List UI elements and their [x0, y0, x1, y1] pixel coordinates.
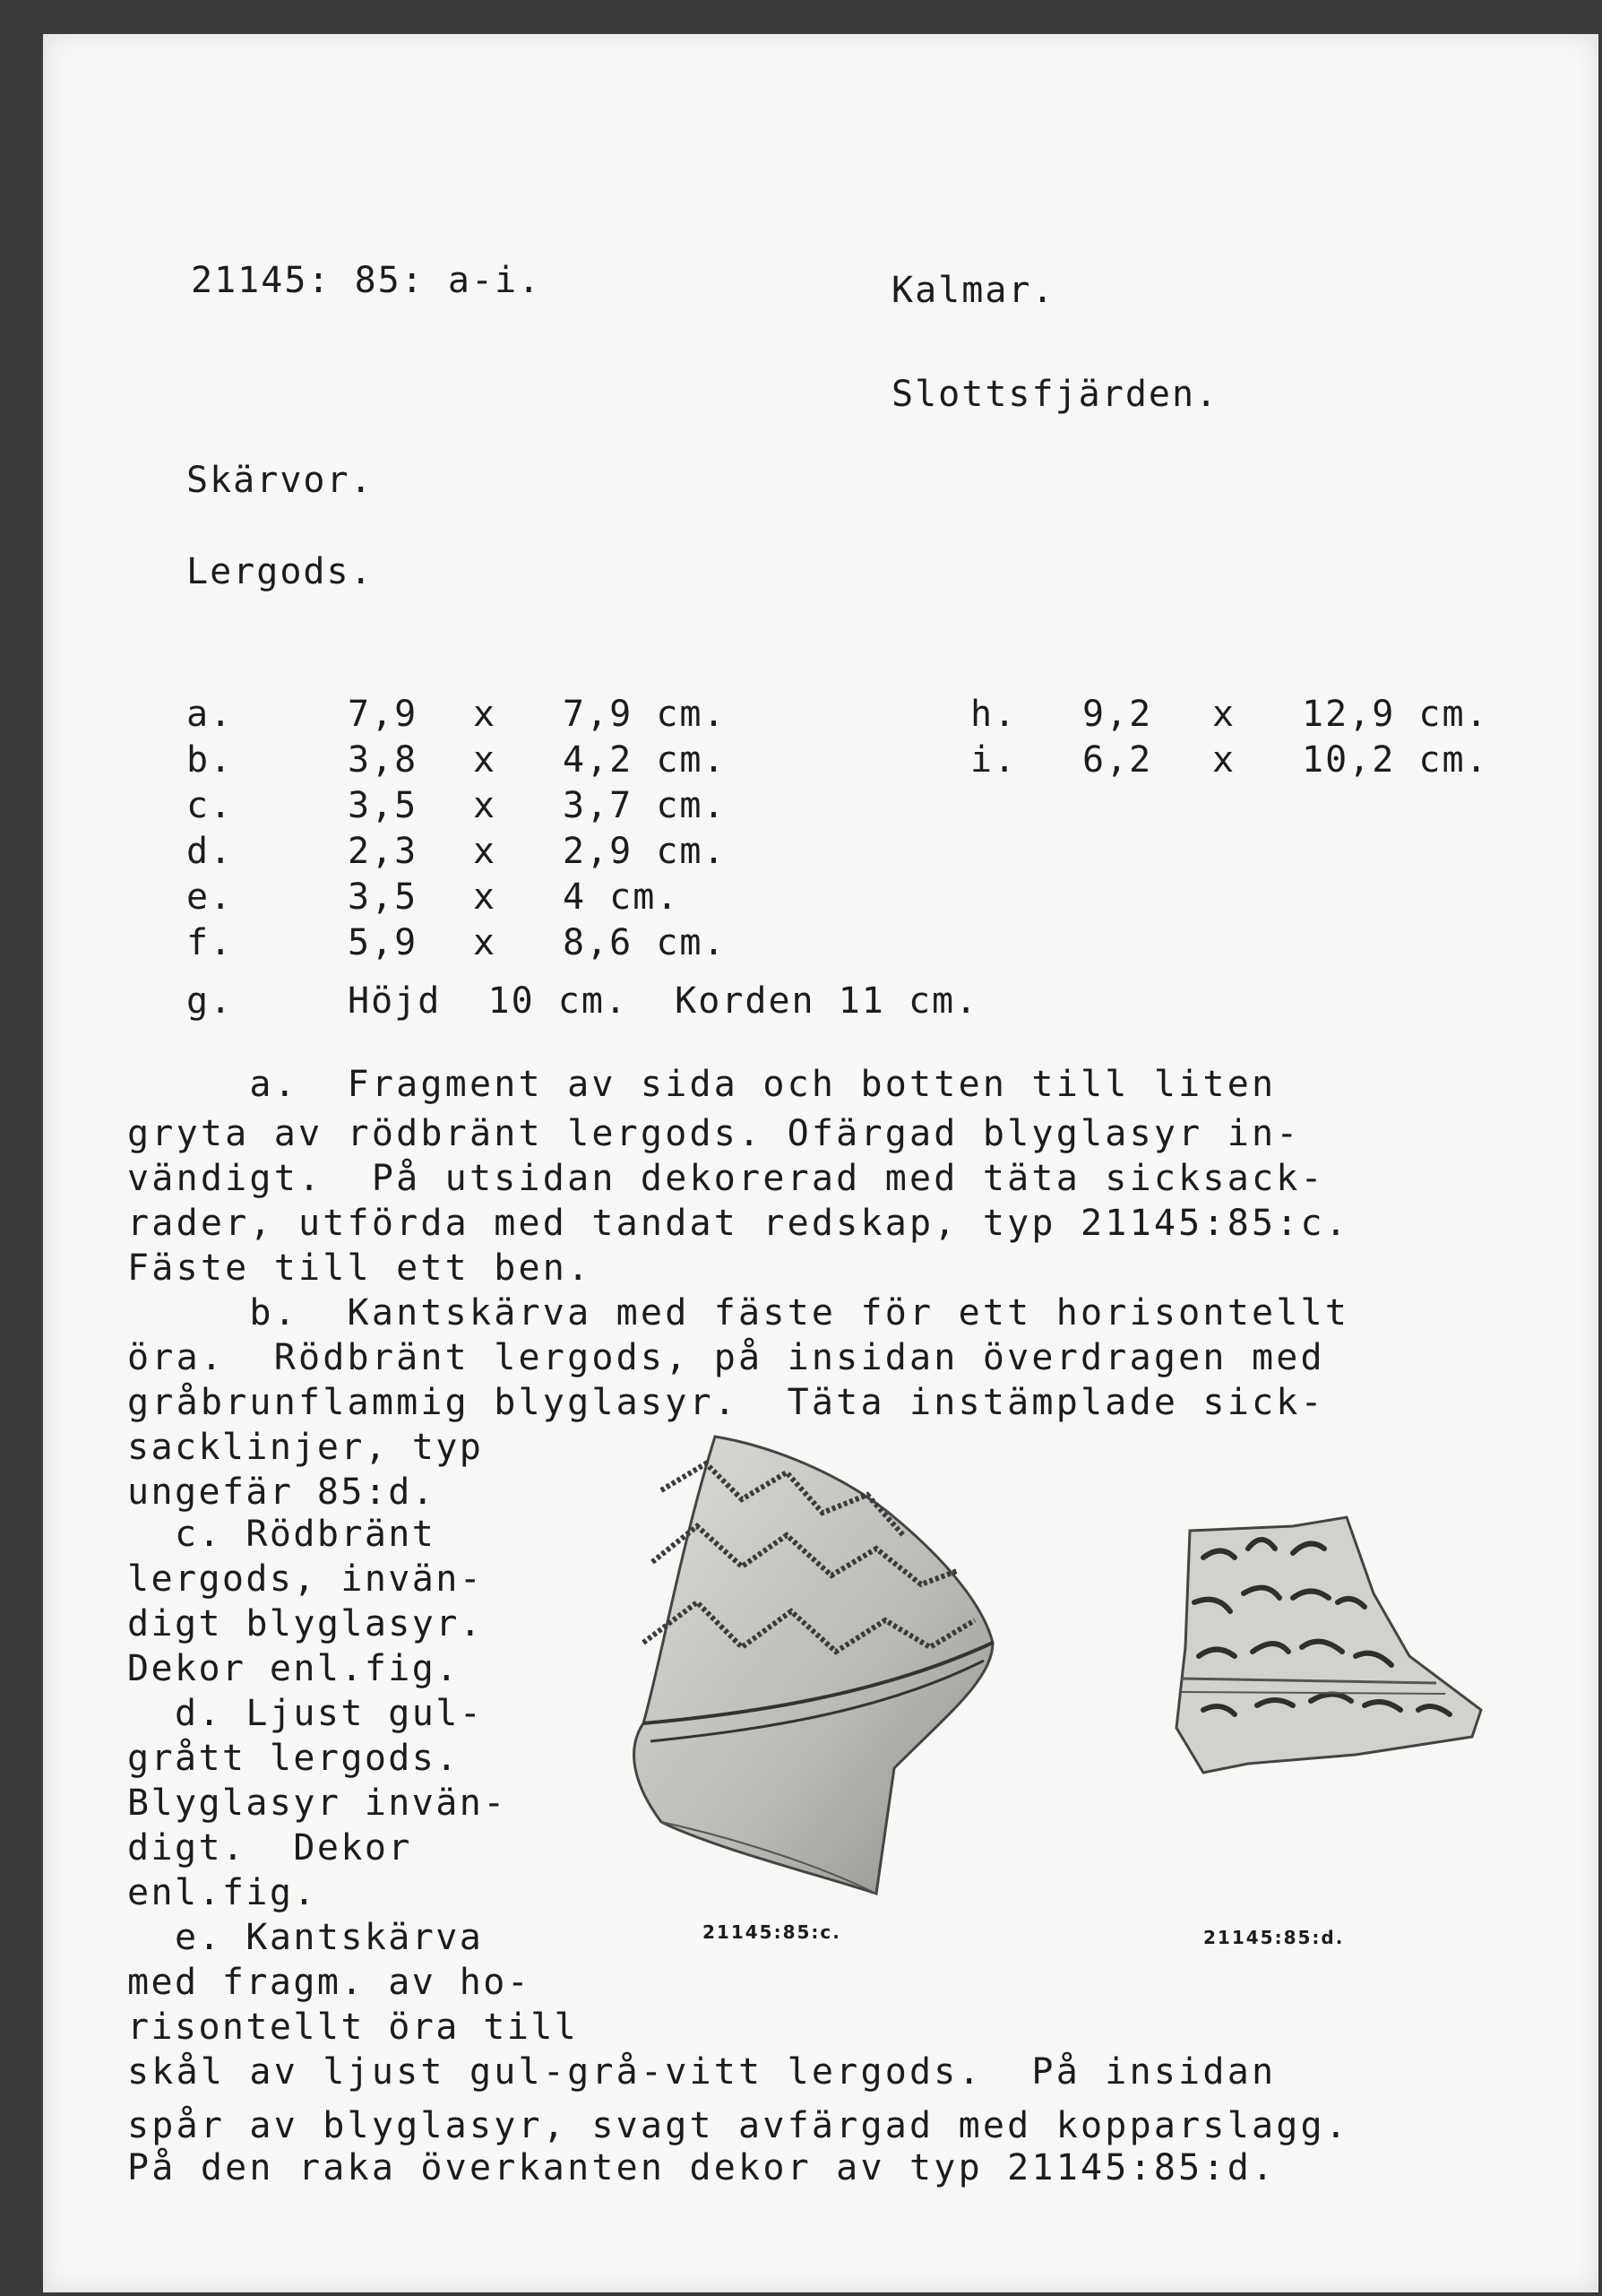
- description-line: öra. Rödbränt lergods, på insidan överdragen med: [127, 1337, 1325, 1378]
- description-line: grått lergods.: [127, 1738, 460, 1779]
- measurement-cell: a.: [186, 694, 234, 735]
- description-line: Blyglasyr invän-: [127, 1782, 507, 1824]
- description-line: spår av blyglasyr, svagt avfärgad med kopparslagg.: [127, 2105, 1350, 2146]
- catalog-number: 21145: 85: a-i.: [191, 260, 542, 301]
- measurement-cell: 4,2 cm.: [563, 739, 727, 781]
- measurement-cell: 3,7 cm.: [563, 785, 727, 826]
- description-line: risontellt öra till: [127, 2007, 579, 2048]
- measurement-cell: 12,9 cm.: [1302, 694, 1489, 735]
- measurement-cell: x: [473, 694, 497, 735]
- measurement-cell: x: [473, 922, 497, 963]
- figure-d-caption: 21145:85:d.: [1203, 1927, 1345, 1948]
- sherd-drawing-d: [1167, 1504, 1490, 1791]
- measurement-cell: x: [473, 785, 497, 826]
- measurement-cell: x: [1212, 739, 1236, 781]
- description-line: Fäste till ett ben.: [127, 1247, 592, 1289]
- measurement-cell: 8,6 cm.: [563, 922, 727, 963]
- description-line: d. Ljust gul-: [127, 1693, 484, 1734]
- measurement-cell: x: [473, 831, 497, 872]
- description-line: gryta av rödbränt lergods. Ofärgad blyglasyr in-: [127, 1113, 1301, 1154]
- measurement-cell: h.: [970, 694, 1018, 735]
- description-line: lergods, invän-: [127, 1558, 484, 1600]
- description-line: enl.fig.: [127, 1872, 317, 1913]
- measurement-cell: 7,9: [348, 694, 418, 735]
- measurement-cell: x: [473, 739, 497, 781]
- measurement-cell: i.: [970, 739, 1018, 781]
- description-line: rader, utförda med tandat redskap, typ 21145:85:c.: [127, 1203, 1350, 1244]
- description-line: vändigt. På utsidan dekorerad med täta sicksack-: [127, 1158, 1325, 1199]
- measurement-cell: 2,9 cm.: [563, 831, 727, 872]
- object-type: Skärvor.: [186, 460, 374, 501]
- description-line: med fragm. av ho-: [127, 1962, 531, 2003]
- description-line: skål av ljust gul-grå-vitt lergods. På insidan: [127, 2051, 1277, 2093]
- description-line: a. Fragment av sida och botten till liten: [127, 1064, 1277, 1105]
- measurement-cell: 4 cm.: [563, 876, 680, 918]
- measurement-cell: 5,9: [348, 922, 418, 963]
- description-line: Dekor enl.fig.: [127, 1648, 460, 1689]
- figure-c-caption: 21145:85:c.: [702, 1921, 841, 1943]
- description-line: På den raka överkanten dekor av typ 21145:85:d.: [127, 2147, 1277, 2188]
- description-line: sacklinjer, typ: [127, 1427, 484, 1468]
- measurement-row-g-text: Höjd 10 cm. Korden 11 cm.: [348, 980, 979, 1022]
- description-line: b. Kantskärva med fäste för ett horisontellt: [127, 1292, 1350, 1334]
- measurement-cell: 3,5: [348, 876, 418, 918]
- material: Lergods.: [186, 551, 374, 592]
- measurement-cell: 7,9 cm.: [563, 694, 727, 735]
- measurement-cell: 3,5: [348, 785, 418, 826]
- description-line: digt blyglasyr.: [127, 1603, 484, 1644]
- measurement-cell: 10,2 cm.: [1302, 739, 1489, 781]
- description-line: e. Kantskärva: [127, 1917, 484, 1958]
- measurement-row-g-letter: g.: [186, 980, 234, 1022]
- description-line: digt. Dekor: [127, 1827, 412, 1869]
- measurement-cell: x: [473, 876, 497, 918]
- site-name: Slottsfjärden.: [891, 374, 1219, 415]
- measurement-cell: 2,3: [348, 831, 418, 872]
- description-line: gråbrunflammig blyglasyr. Täta instämplade sick-: [127, 1382, 1325, 1423]
- description-line: c. Rödbränt: [127, 1514, 436, 1555]
- measurement-cell: d.: [186, 831, 234, 872]
- measurement-cell: b.: [186, 739, 234, 781]
- measurement-cell: e.: [186, 876, 234, 918]
- catalog-card: [43, 34, 1598, 2292]
- measurement-cell: c.: [186, 785, 234, 826]
- measurement-cell: 9,2: [1082, 694, 1153, 735]
- place-name: Kalmar.: [891, 270, 1055, 311]
- measurement-cell: x: [1212, 694, 1236, 735]
- measurement-cell: f.: [186, 922, 234, 963]
- sherd-drawing-c: [607, 1428, 1020, 1912]
- measurement-cell: 6,2: [1082, 739, 1153, 781]
- description-line: ungefär 85:d.: [127, 1472, 436, 1513]
- measurement-cell: 3,8: [348, 739, 418, 781]
